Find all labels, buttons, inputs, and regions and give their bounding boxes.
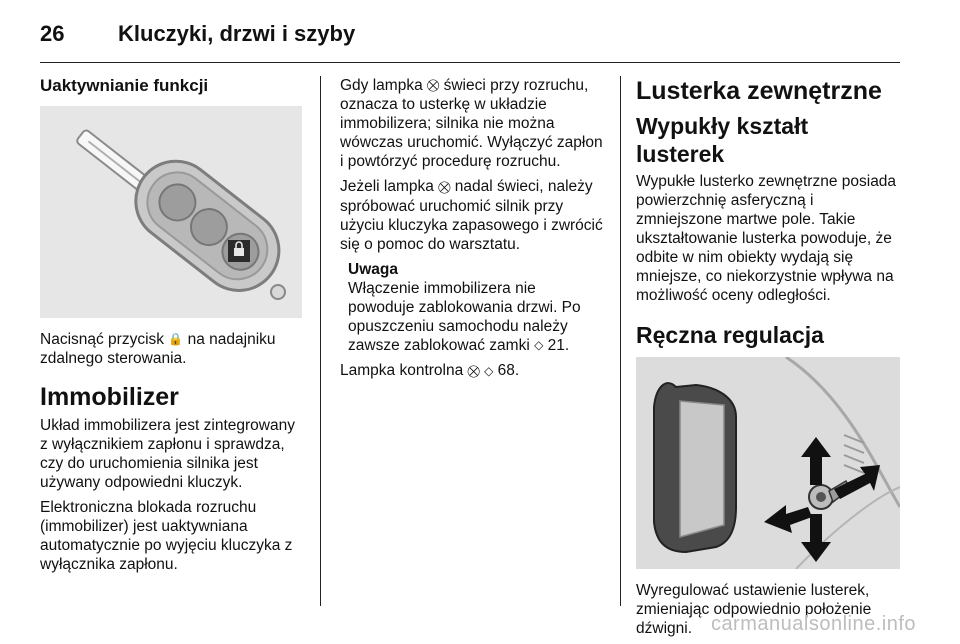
lock-button-icon: 🔒 bbox=[168, 332, 184, 347]
lamp-paragraph-2: Jeżeli lampka ⛒ nadal świeci, należy spróbować uruchomić silnik przy użyciu kluczyka zapasowego i zwrócić się o pomoc do warsztatu. bbox=[340, 178, 603, 253]
chapter-title: Kluczyki, drzwi i szyby bbox=[118, 21, 356, 46]
mirror-adjustment-drawing bbox=[636, 357, 900, 569]
page-number: 26 bbox=[40, 21, 65, 46]
page-ref-icon: ◇ bbox=[534, 338, 544, 353]
note-text: Włączenie immobilizera nie powoduje zablokowania drzwi. Po opuszczeniu samochodu należy zawsze zablokować zamki ◇ 21. bbox=[348, 279, 581, 354]
note-title: Uwaga bbox=[348, 260, 398, 278]
header-rule bbox=[40, 62, 900, 63]
manual-adjustment-heading: Ręczna regulacja bbox=[636, 322, 824, 348]
immobilizer-paragraph-1: Układ immobilizera jest zintegrowany z wyłącznikiem zapłonu i sprawdza, czy do uruchomienia silnika jest używany odpowiedni kluczyk. bbox=[40, 417, 295, 492]
immobilizer-lamp-icon: ⛒ bbox=[427, 78, 440, 93]
note-box bbox=[340, 260, 606, 355]
lamp-paragraph-1: Gdy lampka ⛒ świeci przy rozruchu, oznacza to usterkę w układzie immobilizera; silnika nie można wówczas uruchomić. Wyłączyć zapłon i powtórzyć procedurę rozruchu. bbox=[340, 77, 603, 171]
column-2 bbox=[340, 76, 606, 387]
key-illustration bbox=[40, 106, 302, 318]
page-ref-icon: ◇ bbox=[484, 363, 494, 378]
note-page-ref[interactable]: 21. bbox=[547, 336, 570, 354]
manual-adjustment-paragraph: Wyregulować ustawienie lusterek, zmieniając odpowiednio położenie dźwigni. bbox=[636, 582, 872, 637]
remote-key-drawing bbox=[40, 106, 302, 318]
key-caption: Nacisnąć przycisk 🔒 na nadajniku zdalnego sterowania. bbox=[40, 331, 276, 368]
immobilizer-heading: Immobilizer bbox=[40, 383, 179, 412]
watermark: carmanualsonline.info bbox=[710, 613, 916, 635]
immobilizer-paragraph-2: Elektroniczna blokada rozruchu (immobilizer) jest uaktywniana automatycznie po wyjęciu kluczyka z wyłącznika zapłonu. bbox=[40, 499, 293, 574]
mirrors-heading: Lusterka zewnętrzne bbox=[636, 77, 882, 105]
mirror-illustration bbox=[636, 357, 900, 569]
column-divider-2 bbox=[620, 76, 621, 606]
immobilizer-lamp-icon: ⛒ bbox=[438, 179, 451, 194]
immobilizer-lamp-icon: ⛒ bbox=[467, 363, 480, 378]
column-divider-1 bbox=[320, 76, 321, 606]
lamp-page-ref[interactable]: 68. bbox=[497, 362, 520, 380]
convex-shape-heading: Wypukły kształt lusterek bbox=[636, 113, 809, 167]
convex-shape-paragraph: Wypukłe lusterko zewnętrzne posiada powierzchnię asferyczną i zmniejszone martwe pole. Takie ukształtowanie lusterka powoduje, że odbite w nim obiekty wydają się mniejsze, co niekorzystnie wpływa na możliwość oceny odległości. bbox=[636, 173, 897, 304]
lamp-reference: Lampka kontrolna ⛒ ◇ 68. bbox=[340, 362, 520, 380]
column-3 bbox=[636, 76, 900, 644]
column-1 bbox=[40, 76, 302, 580]
section-subheading: Uaktywnianie funkcji bbox=[40, 76, 209, 95]
page-header bbox=[40, 18, 355, 50]
